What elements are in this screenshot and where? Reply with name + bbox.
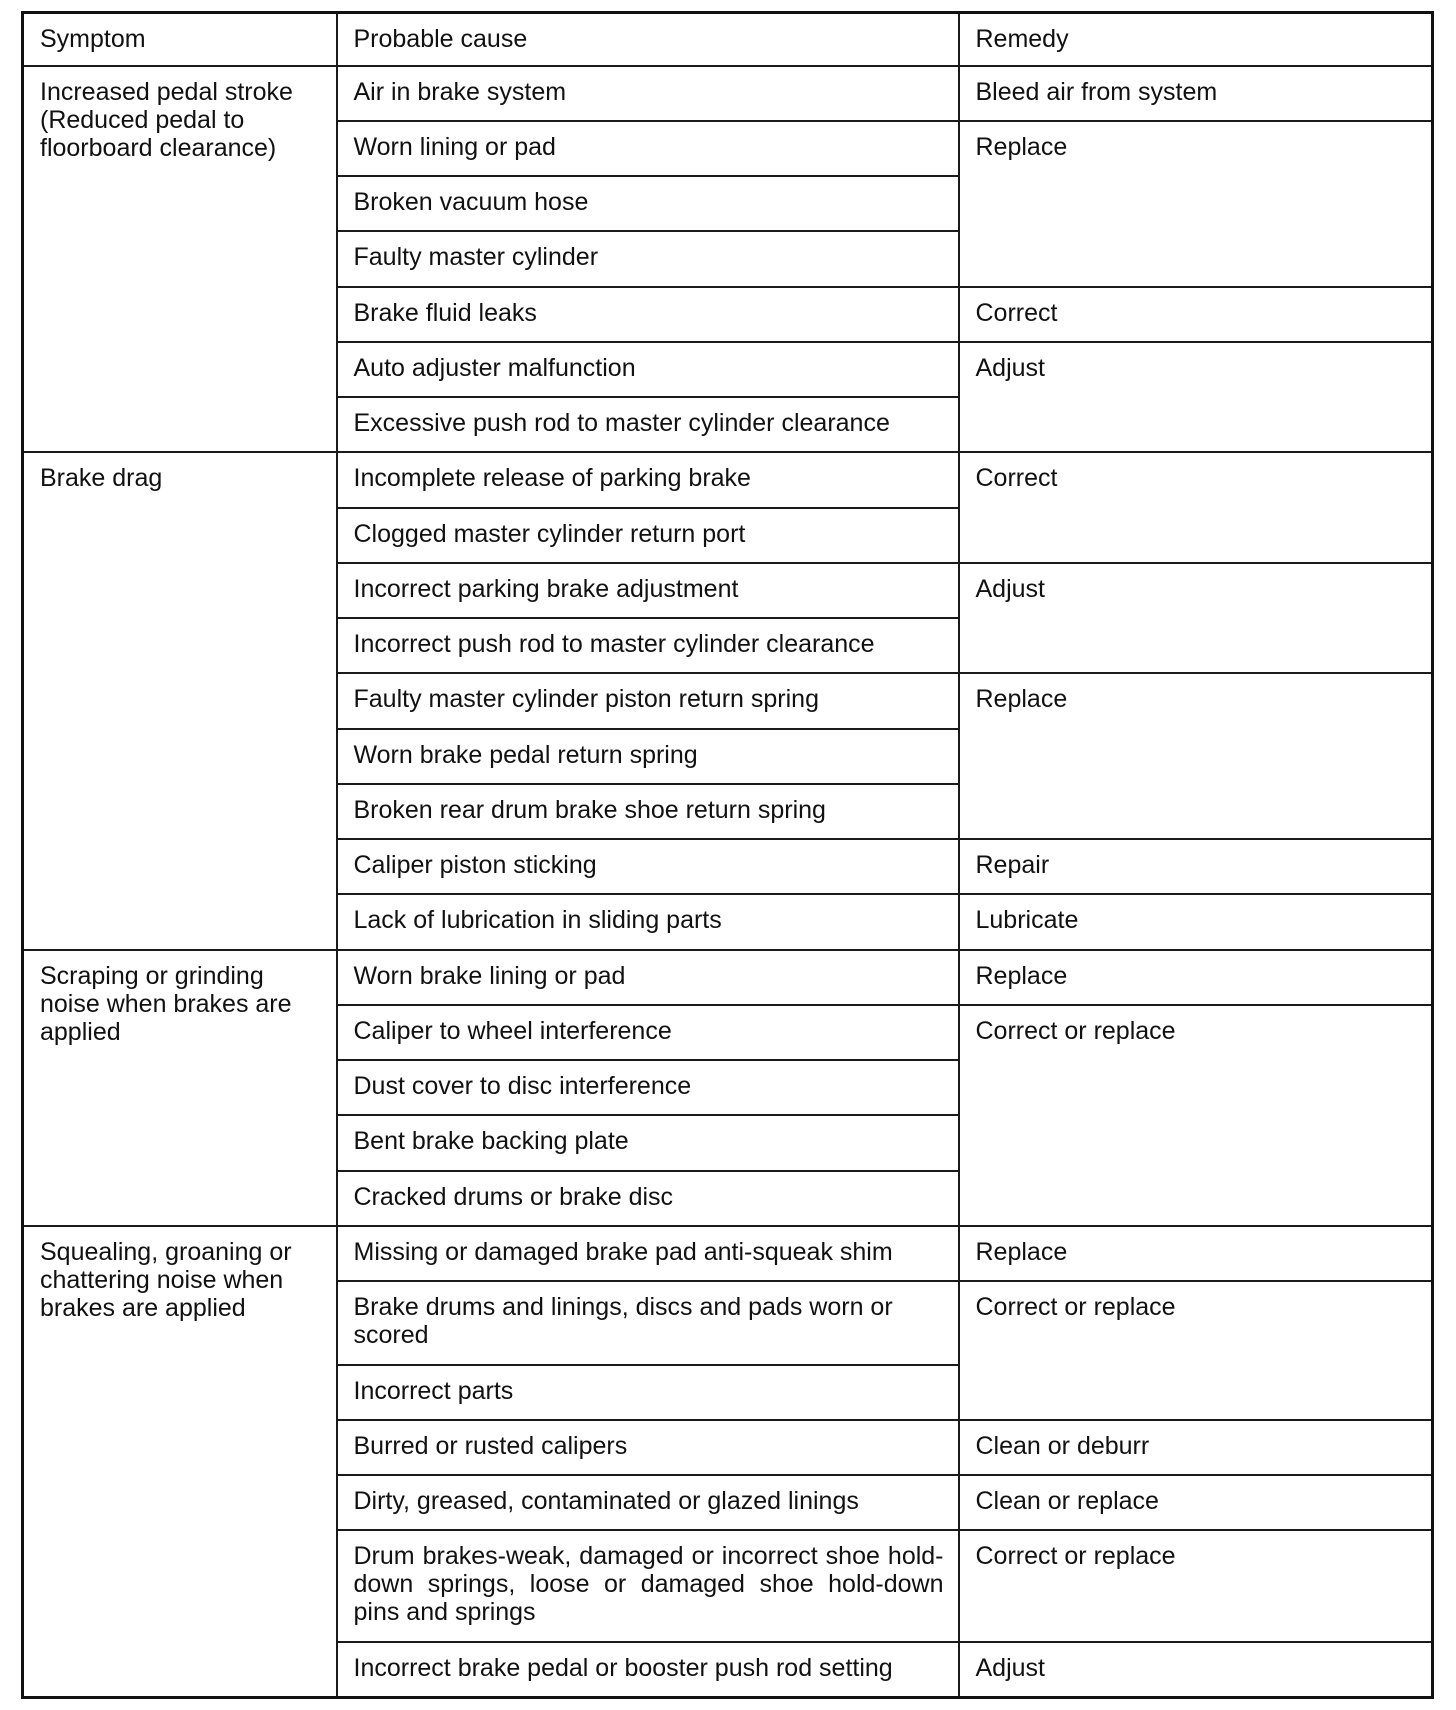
- cause-cell: Bent brake backing plate: [337, 1115, 959, 1170]
- cause-cell: Broken rear drum brake shoe return spring: [337, 784, 959, 839]
- cause-cell: Incorrect brake pedal or booster push rod setting: [337, 1642, 959, 1698]
- cause-cell: Incorrect parts: [337, 1365, 959, 1420]
- remedy-cell: Replace: [959, 121, 1433, 287]
- symptom-cell: Brake drag: [23, 452, 337, 949]
- cause-cell: Incomplete release of parking brake: [337, 452, 959, 507]
- troubleshooting-table: [21, 11, 1434, 1699]
- cause-cell: Dust cover to disc interference: [337, 1060, 959, 1115]
- remedy-cell: Replace: [959, 1226, 1433, 1281]
- remedy-cell: Correct or replace: [959, 1005, 1433, 1226]
- cause-cell: Faulty master cylinder piston return spring: [337, 673, 959, 728]
- table-row: [23, 66, 1433, 121]
- cause-cell: Lack of lubrication in sliding parts: [337, 894, 959, 949]
- table-row: [23, 950, 1433, 1005]
- troubleshooting-sheet: [21, 11, 1431, 1699]
- cause-cell: Worn brake pedal return spring: [337, 729, 959, 784]
- remedy-cell: Replace: [959, 673, 1433, 839]
- cause-cell: Excessive push rod to master cylinder clearance: [337, 397, 959, 452]
- cause-cell: Air in brake system: [337, 66, 959, 121]
- table-row: [23, 1226, 1433, 1281]
- remedy-cell: Repair: [959, 839, 1433, 894]
- remedy-cell: Adjust: [959, 342, 1433, 453]
- symptom-cell: Scraping or grinding noise when brakes are applied: [23, 950, 337, 1226]
- remedy-cell: Correct or replace: [959, 1530, 1433, 1642]
- table-row: [23, 452, 1433, 507]
- header-symptom: Symptom: [23, 13, 337, 66]
- remedy-cell: Adjust: [959, 1642, 1433, 1698]
- cause-cell: Incorrect push rod to master cylinder clearance: [337, 618, 959, 673]
- header-row: [23, 13, 1433, 66]
- symptom-cell: Increased pedal stroke (Reduced pedal to floorboard clearance): [23, 66, 337, 453]
- cause-cell: Worn lining or pad: [337, 121, 959, 176]
- cause-cell: Worn brake lining or pad: [337, 950, 959, 1005]
- cause-cell: Burred or rusted calipers: [337, 1420, 959, 1475]
- remedy-cell: Clean or replace: [959, 1475, 1433, 1530]
- header-remedy: Remedy: [959, 13, 1433, 66]
- remedy-cell: Correct: [959, 287, 1433, 342]
- cause-cell: Cracked drums or brake disc: [337, 1171, 959, 1226]
- remedy-cell: Clean or deburr: [959, 1420, 1433, 1475]
- cause-cell: Brake fluid leaks: [337, 287, 959, 342]
- remedy-cell: Bleed air from system: [959, 66, 1433, 121]
- cause-cell: Caliper piston sticking: [337, 839, 959, 894]
- cause-cell: Drum brakes-weak, damaged or incorrect shoe hold-down springs, loose or damaged shoe hold-down pins and springs: [337, 1530, 959, 1642]
- symptom-cell: Squealing, groaning or chattering noise when brakes are applied: [23, 1226, 337, 1698]
- cause-cell: Dirty, greased, contaminated or glazed linings: [337, 1475, 959, 1530]
- cause-cell: Faulty master cylinder: [337, 231, 959, 286]
- remedy-cell: Replace: [959, 950, 1433, 1005]
- cause-cell: Incorrect parking brake adjustment: [337, 563, 959, 618]
- remedy-cell: Correct or replace: [959, 1281, 1433, 1420]
- header-probable-cause: Probable cause: [337, 13, 959, 66]
- cause-cell: Caliper to wheel interference: [337, 1005, 959, 1060]
- remedy-cell: Lubricate: [959, 894, 1433, 949]
- cause-cell: Auto adjuster malfunction: [337, 342, 959, 397]
- remedy-cell: Adjust: [959, 563, 1433, 674]
- cause-cell: Brake drums and linings, discs and pads worn or scored: [337, 1281, 959, 1364]
- cause-cell: Broken vacuum hose: [337, 176, 959, 231]
- cause-cell: Missing or damaged brake pad anti-squeak shim: [337, 1226, 959, 1281]
- cause-cell: Clogged master cylinder return port: [337, 508, 959, 563]
- remedy-cell: Correct: [959, 452, 1433, 563]
